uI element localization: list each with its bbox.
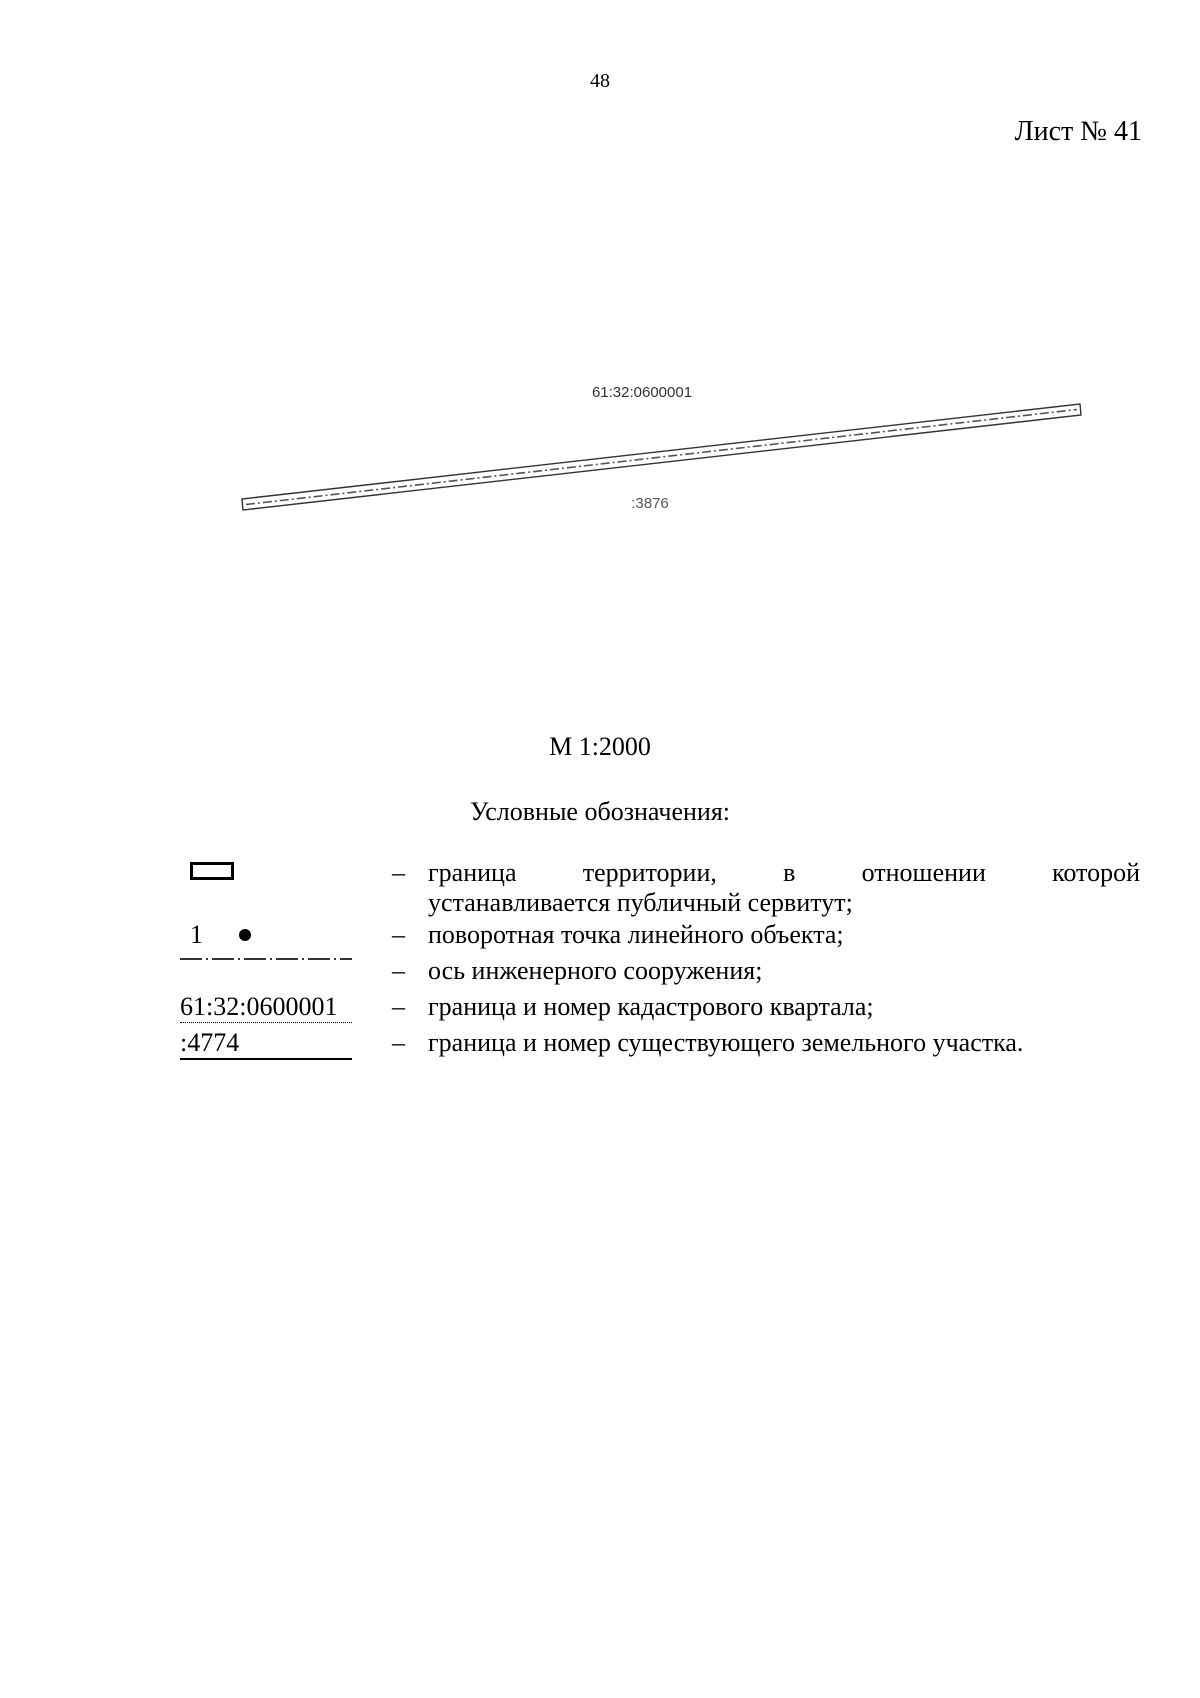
- legend-symbol-axis: [180, 956, 392, 992]
- dashed-line-icon: [180, 956, 352, 964]
- map-scale: М 1:2000: [549, 732, 651, 761]
- legend-symbol-parcel: [180, 1028, 392, 1064]
- sheet-title: Лист № 41: [1014, 116, 1142, 147]
- legend-item-servitude: [180, 858, 1140, 920]
- parcel-label: :3876: [631, 495, 669, 512]
- cadastral-map: [0, 360, 1200, 530]
- legend-title: Условные обозначения:: [469, 797, 731, 826]
- page-number: 48: [590, 70, 610, 92]
- parcel-number: :4774: [180, 1028, 352, 1060]
- legend-item-turning-point: [180, 920, 1140, 956]
- legend: [180, 858, 1140, 1064]
- legend-symbol-quarter: [180, 992, 392, 1028]
- legend-text: поворотная точка линейного объекта;: [428, 920, 844, 949]
- legend-symbol-turning-point: [180, 920, 392, 956]
- rectangle-icon: [190, 862, 234, 880]
- legend-item-quarter: [180, 992, 1140, 1028]
- legend-text: граница территории, в отношении которой: [428, 858, 1140, 887]
- legend-text: граница и номер кадастрового квартала;: [428, 992, 874, 1021]
- legend-dash: –: [392, 920, 405, 949]
- quarter-number: 61:32:0600001: [180, 992, 352, 1023]
- legend-text-continued: устанавливается публичный сервитут;: [428, 888, 853, 917]
- quarter-label: 61:32:0600001: [591, 384, 693, 401]
- legend-dash: –: [392, 858, 405, 887]
- legend-text: граница и номер существующего земельного участка.: [428, 1028, 1024, 1057]
- legend-item-axis: [180, 956, 1140, 992]
- legend-symbol-servitude: [180, 858, 392, 894]
- legend-text: ось инженерного сооружения;: [428, 956, 763, 985]
- point-dot-icon: [239, 929, 251, 941]
- point-number: 1: [190, 920, 203, 949]
- legend-item-parcel: [180, 1028, 1140, 1064]
- legend-dash: –: [392, 992, 405, 1021]
- legend-dash: –: [392, 956, 405, 985]
- legend-dash: –: [392, 1028, 405, 1057]
